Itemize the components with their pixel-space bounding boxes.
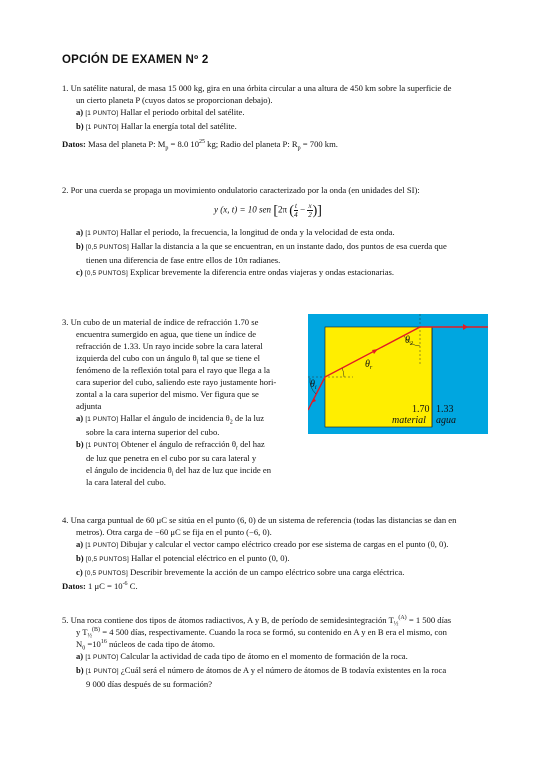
label-theta-r: $\theta_r$ xyxy=(365,359,373,371)
q1-a-text: Hallar el periodo orbital del satélite. xyxy=(120,107,245,117)
q5-part-a xyxy=(62,650,451,664)
q4-part-b xyxy=(62,552,456,566)
q4-datos xyxy=(62,580,456,592)
label-theta-2: $\theta_2$ xyxy=(405,335,413,347)
q3-line5: fenómeno de la reflexión total para el rayo que llega a la xyxy=(76,365,270,375)
q1-datos-text: Masa del planeta P: $M_p = 8.0$ $10^{25}$ kg; Radio del planeta P: $R_p = 700$ km. xyxy=(88,139,338,152)
q5-line1: 5. Una roca contiene dos tipos de átomos radiactivos, A y B, de período de semidesintegración $T_{\frac{1}{2}}^{(A)} = 1$ 500 días xyxy=(62,615,452,628)
q1-a-points: [1 PUNTO] xyxy=(85,110,119,117)
question-5 xyxy=(62,614,451,690)
q1-b-text: Hallar la energía total del satélite. xyxy=(120,121,237,131)
q4-datos-text: 1 $\mu C = 10^{-6}$ C. xyxy=(88,581,138,591)
q4-c-text: Describir brevemente la acción de un campo eléctrico sobre una carga eléctrica. xyxy=(130,567,405,577)
label-water: agua xyxy=(436,415,456,426)
label-n-water: 1.33 xyxy=(436,404,454,415)
q1-a-label: a) xyxy=(76,107,84,117)
q2-statement: 2. Por una cuerda se propaga un movimiento ondulatorio caracterizado por la onda (en unidades del SI): xyxy=(62,185,420,195)
q4-a-label: a) xyxy=(76,539,84,549)
q3-line1: 3. Un cubo de un material de índice de refracción 1.70 se xyxy=(62,317,259,327)
q3-b-text-line3: el ángulo de incidencia $\theta_i$ del haz de luz que incide en xyxy=(86,465,271,478)
q3-line7: zontal a la cara superior del mismo. Ver figura que se xyxy=(76,389,259,399)
q2-a-points: [1 PUNTO] xyxy=(85,230,119,237)
q4-c-points: [0,5 PUNTOS] xyxy=(84,570,128,577)
q4-b-label: b) xyxy=(76,553,84,563)
q2-c-points: [0,5 PUNTOS] xyxy=(84,270,128,277)
q3-part-b xyxy=(62,438,276,452)
q5-b-text-line2: 9 000 días después de su formación? xyxy=(86,679,213,689)
q3-line2: encuentra sumergido en agua, que tiene un índice de xyxy=(76,329,257,339)
question-2-parts xyxy=(62,226,447,280)
q5-part-b xyxy=(62,664,451,678)
q1-part-b xyxy=(62,120,451,134)
q2-c-text: Explicar brevemente la diferencia entre ondas viajeras y ondas estacionarias. xyxy=(130,267,395,277)
question-3 xyxy=(62,316,276,488)
q5-b-label: b) xyxy=(76,665,84,675)
q3-a-text: Hallar el ángulo de incidencia $\theta_2$ de la luz xyxy=(120,413,265,426)
q2-a-label: a) xyxy=(76,227,84,237)
q5-a-points: [1 PUNTO] xyxy=(85,654,119,661)
q3-a-points: [1 PUNTO] xyxy=(85,416,119,423)
q5-line3: $N_0 =10^{16}$ núcleos de cada tipo de átomo. xyxy=(76,639,215,652)
q3-b-label: b) xyxy=(76,439,84,449)
q4-b-points: [0,5 PUNTOS] xyxy=(85,556,129,563)
q3-b-text-line4: la cara lateral del cubo. xyxy=(86,477,166,487)
q4-part-c xyxy=(62,566,456,580)
q3-a-label: a) xyxy=(76,413,84,423)
q2-c-label: c) xyxy=(76,267,83,277)
q3-line3: refracción de 1.33. Un rayo incide sobre la cara lateral xyxy=(76,341,263,351)
q2-a-text: Hallar el periodo, la frecuencia, la longitud de onda y la velocidad de esta onda. xyxy=(120,227,395,237)
q2-part-b xyxy=(62,240,447,254)
q4-a-text: Dibujar y calcular el vector campo eléctrico creado por ese sistema de cargas en el punto (0, 0). xyxy=(120,539,449,549)
q1-statement-line2: un cierto planeta P (cuyos datos se proporcionan debajo). xyxy=(76,95,273,105)
q4-a-points: [1 PUNTO] xyxy=(85,542,119,549)
q3-b-points: [1 PUNTO] xyxy=(85,442,119,449)
q5-a-text: Calcular la actividad de cada tipo de átomo en el momento de formación de la roca. xyxy=(120,651,408,661)
q1-datos-label: Datos: xyxy=(62,139,86,149)
exam-title: OPCIÓN DE EXAMEN Nº 2 xyxy=(62,54,209,66)
label-material: material xyxy=(392,415,426,426)
q2-b-text: Hallar la distancia a la que se encuentran, en un instante dado, dos puntos de esa cuerda que xyxy=(131,241,447,251)
q2-b-points: [0,5 PUNTOS] xyxy=(85,244,129,251)
q4-b-text: Hallar el potencial eléctrico en el punto (0, 0). xyxy=(131,553,290,563)
q5-line2: y $T_{\frac{1}{2}}^{(B)} = 4$ 500 días, respectivamente. Cuando la roca se formó, su contenido en A y en B era el mismo, con xyxy=(76,627,447,640)
q5-a-label: a) xyxy=(76,651,84,661)
q3-a-text-line2: sobre la cara interna superior del cubo. xyxy=(86,427,220,437)
q1-b-points: [1 PUNTO] xyxy=(85,124,119,131)
q3-b-text-line2: de luz que penetra en el cubo por su cara lateral y xyxy=(86,453,257,463)
q5-b-text: ¿Cuál será el número de átomos de A y el número de átomos de B todavía existentes en la roca xyxy=(120,665,447,675)
q1-b-label: b) xyxy=(76,121,84,131)
label-theta-i: $\theta_i$ xyxy=(310,379,317,391)
q4-datos-label: Datos: xyxy=(62,581,86,591)
q3-line6: cara superior del cubo, saliendo este rayo justamente hori- xyxy=(76,377,277,387)
q2-part-b-line2: tienen una diferencia de fase entre ellos de 10π radianes. xyxy=(86,255,281,265)
q4-c-label: c) xyxy=(76,567,83,577)
q3-part-a xyxy=(62,412,276,426)
q2-b-label: b) xyxy=(76,241,84,251)
q1-part-a xyxy=(62,106,451,120)
q4-part-a xyxy=(62,538,456,552)
q5-b-points: [1 PUNTO] xyxy=(85,668,119,675)
q2-part-c xyxy=(62,266,447,280)
q4-line2: metros). Otra carga de −60 μC se fija en el punto (−6, 0). xyxy=(76,527,272,537)
q2-part-a xyxy=(62,226,447,240)
q3-line4: izquierda del cubo con un ángulo $\theta_i$ tal que se tiene el xyxy=(76,353,261,366)
q1-datos xyxy=(62,138,451,150)
q3-line8: adjunta xyxy=(76,401,102,411)
q1-statement-line1: 1. Un satélite natural, de masa 15 000 kg, gira en una órbita circular a una altura de 450 km sobre la superficie de xyxy=(62,83,452,93)
refraction-cube-figure xyxy=(308,314,488,434)
q2-wave-equation: y (x, t) = 10 sen [2π ( $\frac{t}{4}$ − $\frac{x}{2}$ )] xyxy=(214,202,322,219)
question-2 xyxy=(62,184,420,196)
q3-b-text: Obtener el ángulo de refracción $\theta_r$ del haz xyxy=(120,439,265,452)
q4-line1: 4. Una carga puntual de 60 μC se sitúa en el punto (6, 0) de un sistema de referencia (todas las distancias se dan en xyxy=(62,515,457,525)
question-1 xyxy=(62,82,451,150)
label-n-material: 1.70 xyxy=(412,404,430,415)
question-4 xyxy=(62,514,456,592)
